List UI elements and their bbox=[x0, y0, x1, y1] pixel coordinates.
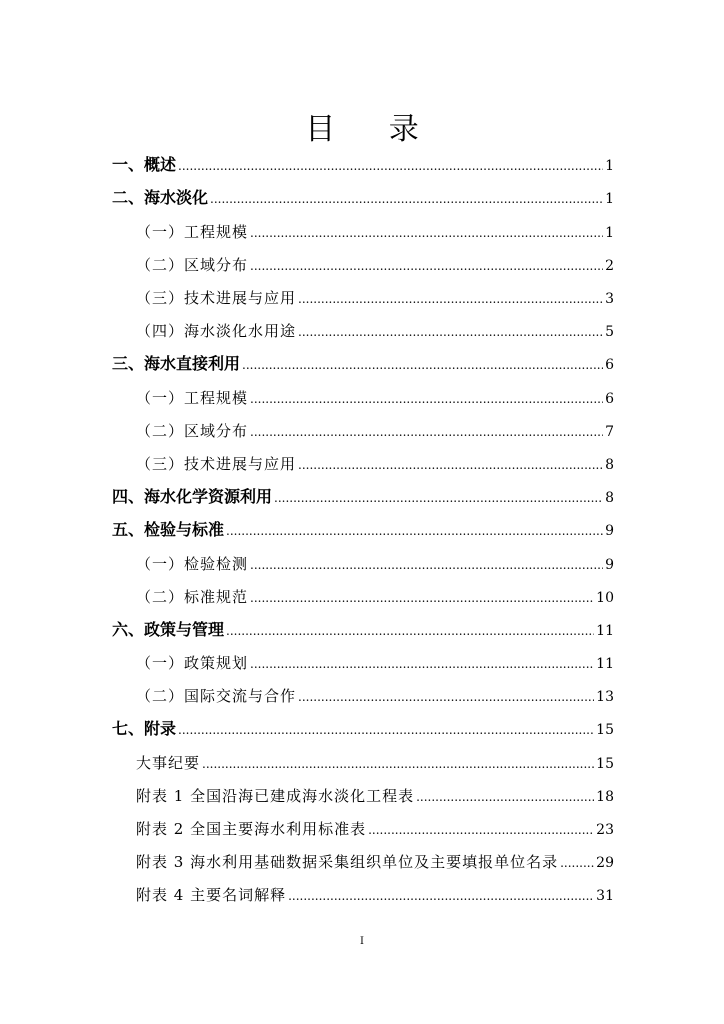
toc-entry[interactable] bbox=[112, 519, 614, 541]
toc-entry[interactable] bbox=[112, 486, 614, 508]
toc-entry-page: 1 bbox=[605, 158, 614, 174]
toc-entry[interactable] bbox=[112, 353, 614, 375]
toc-leader-dots bbox=[250, 388, 603, 410]
toc-leader-dots bbox=[298, 321, 603, 343]
toc-entry[interactable] bbox=[136, 685, 614, 707]
toc-entry-page: 8 bbox=[605, 457, 614, 473]
toc-entry-page: 8 bbox=[605, 490, 614, 506]
toc-entry-page: 6 bbox=[605, 357, 614, 373]
toc-entry-text: 六、政策与管理 bbox=[112, 620, 225, 639]
toc-entry-page: 10 bbox=[596, 590, 614, 606]
page-number: I bbox=[360, 936, 364, 947]
toc-entry-page: 11 bbox=[596, 623, 614, 639]
toc-entry[interactable] bbox=[136, 586, 614, 608]
toc-leader-dots bbox=[250, 222, 603, 244]
toc-entry-page: 9 bbox=[605, 557, 614, 573]
toc-entry-text: （四）海水淡化水用途 bbox=[136, 322, 297, 340]
toc-entry-page: 31 bbox=[596, 888, 614, 904]
toc-entry[interactable] bbox=[136, 752, 614, 774]
toc-entry-text: 七、附录 bbox=[112, 719, 177, 738]
toc-entry-text: 附表 1 全国沿海已建成海水淡化工程表 bbox=[136, 787, 415, 805]
toc-entry[interactable] bbox=[136, 553, 614, 575]
toc-leader-dots bbox=[178, 719, 594, 741]
toc-entry-text: 附表 2 全国主要海水利用标准表 bbox=[136, 820, 367, 838]
toc-entry[interactable] bbox=[136, 818, 614, 840]
toc-entry-text: 附表 4 主要名词解释 bbox=[136, 886, 287, 904]
toc-entry-page: 23 bbox=[596, 822, 614, 838]
toc-entry-page: 13 bbox=[596, 689, 614, 705]
toc-entry-page: 6 bbox=[605, 391, 614, 407]
toc-entry-text: 一、概述 bbox=[112, 155, 177, 174]
toc-entry-page: 1 bbox=[605, 191, 614, 207]
toc-entry[interactable] bbox=[136, 652, 614, 674]
toc-leader-dots bbox=[298, 454, 603, 476]
page-title: 目 录 bbox=[305, 112, 441, 147]
toc-leader-dots bbox=[250, 653, 594, 675]
toc-entry-text: （三）技术进展与应用 bbox=[136, 289, 297, 307]
toc-entry[interactable] bbox=[136, 884, 614, 906]
toc-entry[interactable] bbox=[112, 154, 614, 176]
toc-leader-dots bbox=[178, 155, 603, 177]
toc-entry-text: （一）工程规模 bbox=[136, 389, 249, 407]
toc-entry[interactable] bbox=[136, 420, 614, 442]
toc-entry[interactable] bbox=[136, 320, 614, 342]
toc-entry[interactable] bbox=[136, 221, 614, 243]
toc-leader-dots bbox=[560, 852, 594, 874]
toc-leader-dots bbox=[298, 686, 594, 708]
toc-entry-text: 五、检验与标准 bbox=[112, 520, 225, 539]
toc-entry-text: （二）区域分布 bbox=[136, 422, 249, 440]
toc-leader-dots bbox=[288, 885, 594, 907]
toc-entry-page: 18 bbox=[596, 789, 614, 805]
toc-leader-dots bbox=[250, 421, 603, 443]
toc-entry-page: 15 bbox=[596, 722, 614, 738]
toc-entry[interactable] bbox=[136, 254, 614, 276]
toc-leader-dots bbox=[226, 620, 594, 642]
toc-entry[interactable] bbox=[136, 387, 614, 409]
toc-entry[interactable] bbox=[112, 619, 614, 641]
toc-entry-page: 29 bbox=[596, 855, 614, 871]
toc-entry[interactable] bbox=[136, 287, 614, 309]
toc-entry-text: （一）工程规模 bbox=[136, 223, 249, 241]
toc-entry[interactable] bbox=[112, 718, 614, 740]
toc-entry-text: 附表 3 海水利用基础数据采集组织单位及主要填报单位名录 bbox=[136, 853, 559, 871]
toc-entry-text: 二、海水淡化 bbox=[112, 188, 209, 207]
toc-entry[interactable] bbox=[136, 785, 614, 807]
toc-entry-page: 11 bbox=[596, 656, 614, 672]
toc-entry-page: 9 bbox=[605, 523, 614, 539]
toc-leader-dots bbox=[250, 255, 603, 277]
toc-entry-text: （一）检验检测 bbox=[136, 555, 249, 573]
toc-entry-text: 三、海水直接利用 bbox=[112, 354, 241, 373]
toc-entry-text: （一）政策规划 bbox=[136, 654, 249, 672]
toc-leader-dots bbox=[250, 554, 603, 576]
toc-leader-dots bbox=[274, 487, 603, 509]
toc-entry[interactable] bbox=[112, 187, 614, 209]
toc-entry-page: 1 bbox=[605, 225, 614, 241]
toc-leader-dots bbox=[368, 819, 594, 841]
toc-entry-text: 四、海水化学资源利用 bbox=[112, 487, 273, 506]
toc-entry[interactable] bbox=[136, 851, 614, 873]
toc-leader-dots bbox=[298, 288, 603, 310]
toc-leader-dots bbox=[226, 520, 603, 542]
toc-entry-text: （三）技术进展与应用 bbox=[136, 455, 297, 473]
toc-leader-dots bbox=[202, 753, 594, 775]
toc-entry-page: 7 bbox=[605, 424, 614, 440]
toc-leader-dots bbox=[250, 587, 594, 609]
toc-leader-dots bbox=[210, 188, 603, 210]
toc-entry-text: （二）区域分布 bbox=[136, 256, 249, 274]
toc-entry[interactable] bbox=[136, 453, 614, 475]
toc-entry-text: （二）标准规范 bbox=[136, 588, 249, 606]
toc-entry-page: 5 bbox=[605, 324, 614, 340]
toc-entry-text: 大事纪要 bbox=[136, 754, 201, 772]
toc-entry-page: 3 bbox=[605, 291, 614, 307]
toc-entry-page: 15 bbox=[596, 756, 614, 772]
toc-leader-dots bbox=[242, 354, 603, 376]
toc-entry-page: 2 bbox=[605, 258, 614, 274]
toc-leader-dots bbox=[416, 786, 594, 808]
toc-entry-text: （二）国际交流与合作 bbox=[136, 687, 297, 705]
